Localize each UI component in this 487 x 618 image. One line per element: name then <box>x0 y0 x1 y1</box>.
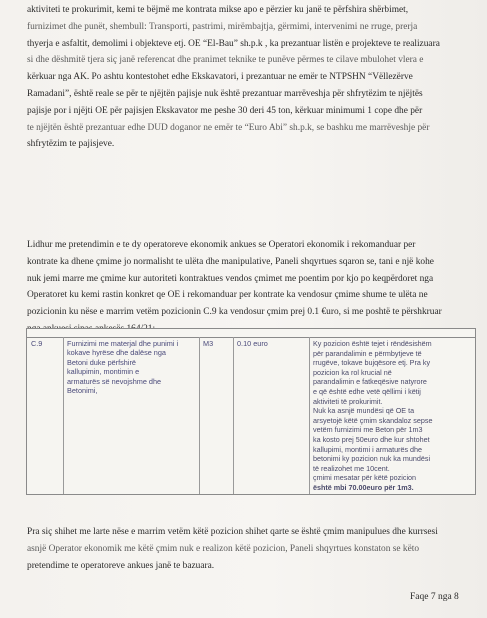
description-line: Betoni duke përfshirë <box>67 357 136 367</box>
description-line: Furnizimi me materjal dhe punimi i <box>67 339 179 348</box>
paragraph-low-prices-claim <box>27 237 467 338</box>
position-description <box>63 337 199 397</box>
comment-line: arsyetojë këtë çmim skandaloz sepse <box>313 415 433 425</box>
comment-line: e që është edhe vetë qëllimi i këtij <box>313 386 421 396</box>
comment-line: vetëm furnizimi me Beton për 1m3 <box>313 425 423 435</box>
text-line: Lidhur me pretendimin e te dy operatoreve ekonomik ankues se Operatori ekonomik i rekomanduar per <box>27 240 416 250</box>
comment-line: Ky pozicion është tejet i rëndësishëm <box>313 339 432 348</box>
text-line: pretendime te operatoreve ankues janë te bazuara. <box>27 560 215 571</box>
table-cell-code <box>27 337 64 494</box>
text-line: nuk jemi marre me çmime kur autoriteti kontraktues vendos çmimet me poentim por kjo po keqpërdoret nga <box>27 273 434 284</box>
description-line: kokave hyrëse dhe dalëse nga <box>67 348 166 358</box>
text-line: Pra siç shihet me larte nëse e marrim vetëm këtë pozicion shihet qarte se është çmim manipulues dhe kurrsesi <box>27 527 438 537</box>
text-line: Ramadani”, është reale se për te njëjtën pajisje nuk është prezantuar marrëveshja për shfrytëzim te njëjtës <box>27 88 423 99</box>
description-line: armaturës së nevojshme dhe <box>67 376 162 386</box>
description-line: Betonimi, <box>67 386 98 396</box>
table-cell-description <box>63 337 200 494</box>
text-line: asnjë Operator ekonomik me këtë çmim nuk e realizon këtë pozicion, Paneli shqyrtues konstaton se këto <box>27 543 420 554</box>
text-line: te njëjtën është prezantuar edhe DUD doganor ne emër te “Euro Abi” sh.p.k, se bashku me marrëveshje për <box>27 122 430 133</box>
text-line: kërkuar nga AK. Po ashtu kontestohet edhe Ekskavatori, i prezantuar ne emër te NTPSHN “Vëllezërve <box>27 72 413 83</box>
text-line: aktiviteti te prokurimit, kemi te bëjmë me kontrata mikse apo e përzier ku janë te përfshira shërbimet, <box>27 5 409 15</box>
quoted-price-table <box>26 328 476 495</box>
text-line: thyerja e asfaltit, demolimi i objekteve etj. OE “El-Bau” sh.p.k , ka prezantuar listën e projekteve te realizuara <box>27 38 440 49</box>
position-code: C.9 <box>31 339 43 348</box>
text-line: pajisje por i njëjti OE për pajisjen Ekskavator me peshe 30 deri 45 ton, kërkuar minimumi 1 cope dhe për <box>27 105 423 116</box>
text-line: kontrate ka dhene çmime jo normalisht te ulëta dhe manipulative, Paneli shqyrtues sqaron se, tani e një kohe <box>27 256 434 267</box>
comment-line: ka kosto prej 50euro dhe kur shtohet <box>313 434 430 444</box>
table-cell-comment <box>309 337 475 494</box>
description-line: kallupimin, montimin e <box>67 367 140 377</box>
comment-line: aktiviteti të prokurimit. <box>313 396 383 406</box>
appellant-comment <box>309 337 475 495</box>
table-cell-price <box>233 337 310 494</box>
paragraph-contested-equipment <box>27 2 467 153</box>
comment-line: pozicion ka rol krucial në <box>313 367 392 377</box>
comment-line: është mbi 70.00euro për 1m3. <box>313 482 414 492</box>
comment-line: për parandalimin e përmbytjeve të <box>313 348 422 358</box>
unit-value: M3 <box>203 339 214 348</box>
page-number: Faqe 7 nga 8 <box>410 592 459 602</box>
comment-line: rrugëve, tokave bujqësore etj. Pra ky <box>313 358 431 368</box>
comment-line: çmimi mesatar për këtë pozicion <box>313 473 417 483</box>
text-line: shfrytëzim te pajisjeve. <box>27 139 115 150</box>
table-cell-unit <box>199 337 234 494</box>
comment-line: Nuk ka asnjë mundësi që OE ta <box>313 406 415 416</box>
comment-line: betonimi ky pozicion nuk ka mundësi <box>313 454 431 464</box>
text-line: Operatoret ku kemi rastin konkret qe OE i rekomanduar per kontrate ka vendosur çmime shume te ulëta ne <box>27 290 428 301</box>
text-line: si dhe dëshmitë tjera siç janë referencat dhe pranimet teknike te punëve përmes te cilave mbulohet vlera e <box>27 55 424 66</box>
comment-line: të realizohet me 10cent. <box>313 463 390 473</box>
text-line: furnizimet dhe punët, shembull: Transporti, pastrimi, mirëmbajtja, gërmimi, intervenimi ne rruge, prerja <box>27 21 418 32</box>
paragraph-panel-conclusion <box>27 524 467 574</box>
text-line: pozicionin ku nëse e marrim vetëm pozicionin C.9 ka vendosur çmim prej 0.1 €uro, si me poshtë te përshkruar <box>27 307 442 318</box>
comment-line: parandalimin e fatkeqësive natyrore <box>313 377 427 387</box>
comment-line: kallupimi, montimi i armaturës dhe <box>313 444 423 454</box>
price-value: 0.10 euro <box>237 339 268 348</box>
